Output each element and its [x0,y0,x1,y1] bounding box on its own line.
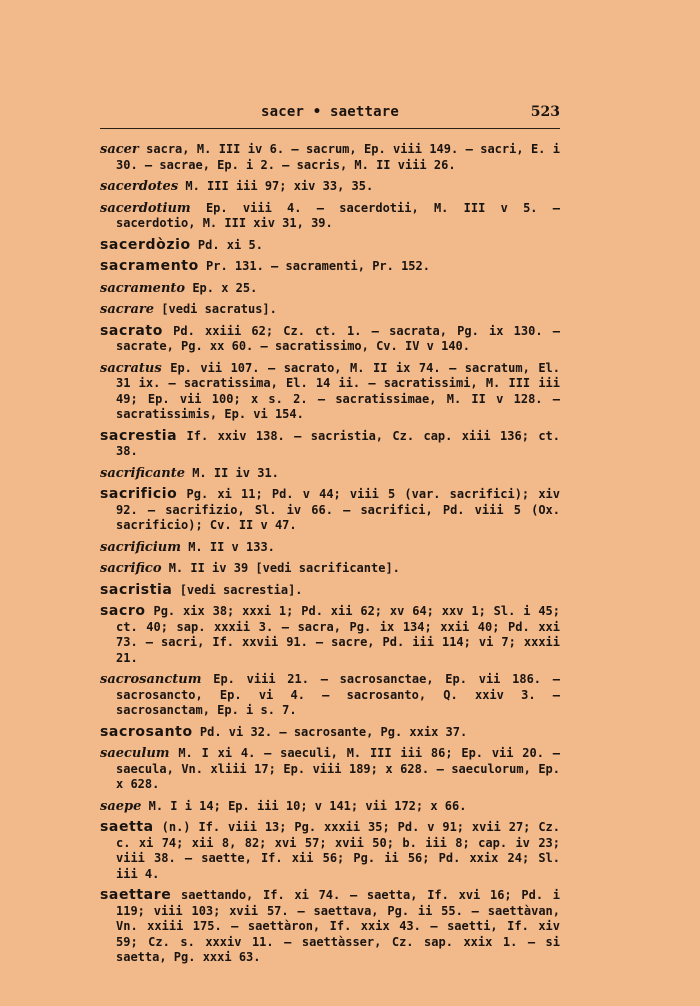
dictionary-entry [100,324,560,355]
header-rule [100,128,560,129]
entry-headword: sacerdotium [100,200,191,216]
entry-headword: sacro [100,603,146,619]
dictionary-entry [100,487,560,534]
entry-headword: sacrosanto [100,723,193,740]
entry-headword: sacrestia [100,427,178,444]
entry-citations: M. II v 133. [180,539,275,554]
dictionary-entry [100,540,560,556]
entry-headword: saeculum [100,746,170,761]
entry-citations: (n.) If. viii 13; Pg. xxxii 35; Pd. v 91; xvii 27; Cz. c. xi 74; xii 8, 82; xvi 57; xvii 50; b. iii 8; cap. iv 23; viii 38. – saette, If. xii 56; Pg. ii 56; Pd. xxix 24; Sl. iii 4. [116,820,560,881]
entry-headword: sacerdòzio [100,236,191,253]
dictionary-entry [100,583,560,599]
entry-headword: sacrificium [100,539,181,555]
entry-headword: saetta [100,819,154,835]
entry-citations: sacra, M. III iv 6. – sacrum, Ep. viii 149. – sacri, E. i 30. – sacrae, Ep. i 2. – sacris, M. II viii 26. [116,142,560,172]
dictionary-entry [100,604,560,666]
entry-citations: Ep. x 25. [185,280,258,295]
entry-citations: M. II iv 39 [vedi sacrificante]. [161,561,400,575]
entry-citations: [vedi sacrestia]. [172,582,303,597]
entry-citations: Pg. xix 38; xxxi 1; Pd. xii 62; xv 64; xxv 1; Sl. i 45; ct. 40; sap. xxxii 3. – sacra, Pg. ix 134; xxii 40; Pd. xxi 73. – sacri, If. xxvii 91. – sacre, Pd. iii 114; vi 7; xxxii 21. [116,604,560,665]
entry-citations: M. II iv 31. [184,465,279,480]
dictionary-entry [100,302,560,318]
entry-headword: sacrifico [100,561,162,576]
entry-citations: Pd. xi 5. [190,237,263,252]
entry-citations: Ep. viii 4. – sacerdotii, M. III v 5. – sacerdotio, M. III xiv 31, 39. [116,200,560,230]
dictionary-entry [100,746,560,793]
entry-headword: sacramento [100,280,186,296]
dictionary-entry [100,799,560,815]
entry-headword: sacerdotes [100,179,179,194]
dictionary-entry [100,561,560,577]
running-head [100,104,560,124]
dictionary-entry [100,672,560,719]
entry-headword: sacratus [100,360,162,376]
dictionary-entry [100,179,560,195]
entry-citations: saettando, If. xi 74. – saetta, If. xvi 16; Pd. i 119; viii 103; xvii 57. – saettava, Pg. ii 55. – saettàvan, Vn. xxiii 175. – saettàron, If. xxix 43. – saetti, If. xiv 59; Cz. s. xxxiv 11. – saettàsser, Cz. sap. xxix 1. – si saetta, Pg. xxxi 63. [116,888,560,964]
entry-citations: Pd. xxiii 62; Cz. ct. 1. – sacrata, Pg. ix 130. – sacrate, Pg. xx 60. – sacratissimo, Cv. IV v 140. [116,323,560,353]
dictionary-entry [100,142,560,173]
dictionary-entry [100,201,560,232]
entry-headword: sacrificante [100,465,185,481]
entry-citations: M. III iii 97; xiv 33, 35. [178,179,374,193]
dictionary-entry [100,466,560,482]
dictionary-entry [100,725,560,741]
dictionary-entry [100,820,560,882]
entry-headword: sacer [100,142,139,157]
entry-headword: saettare [100,887,172,903]
entry-headword: saepe [100,798,142,814]
entry-headword: sacramento [100,258,199,274]
entry-headword: sacrare [100,302,155,317]
running-title: sacer • saettare [260,104,400,120]
entry-headword: sacrato [100,322,163,339]
entry-citations: [vedi sacratus]. [154,302,277,316]
entry-citations: Ep. vii 107. – sacrato, M. II ix 74. – sacratum, El. 31 ix. – sacratissima, El. 14 ii. – sacratissimi, M. III iii 49; Ep. vii 100; x s. 2. – sacratissimae, M. II v 128. – sacratissimis, Ep. vi 154. [116,360,560,421]
entry-citations: Pg. xi 11; Pd. v 44; viii 5 (var. sacrifici); xiv 92. – sacrifizio, Sl. iv 66. – sacrifici, Pd. viii 5 (Ox. sacrificio); Cv. II v 47. [116,487,560,532]
entry-headword: sacristia [100,581,173,598]
entry-citations: Ep. viii 21. – sacrosanctae, Ep. vii 186. – sacrosancto, Ep. vi 4. – sacrosanto, Q. xxiv 3. – sacrosanctam, Ep. i s. 7. [116,672,560,717]
entry-list [100,142,560,972]
entry-citations: M. I xi 4. – saeculi, M. III iii 86; Ep. vii 20. – saecula, Vn. xliii 17; Ep. viii 189; x 628. – saeculorum, Ep. x 628. [116,746,560,791]
entry-citations: Pr. 131. – sacramenti, Pr. 152. [198,259,430,273]
entry-citations: M. I i 14; Ep. iii 10; v 141; vii 172; x 66. [141,798,467,813]
dictionary-entry [100,429,560,460]
dictionary-entry [100,281,560,297]
dictionary-entry [100,361,560,423]
page-number: 523 [530,104,560,120]
dictionary-entry [100,259,560,275]
entry-citations: If. xxiv 138. – sacristia, Cz. cap. xiii 136; ct. 38. [116,428,560,458]
entry-citations: Pd. vi 32. – sacrosante, Pg. xxix 37. [192,724,468,739]
dictionary-entry [100,888,560,966]
dictionary-entry [100,238,560,254]
entry-headword: sacrificio [100,486,178,502]
entry-headword: sacrosanctum [100,672,202,687]
